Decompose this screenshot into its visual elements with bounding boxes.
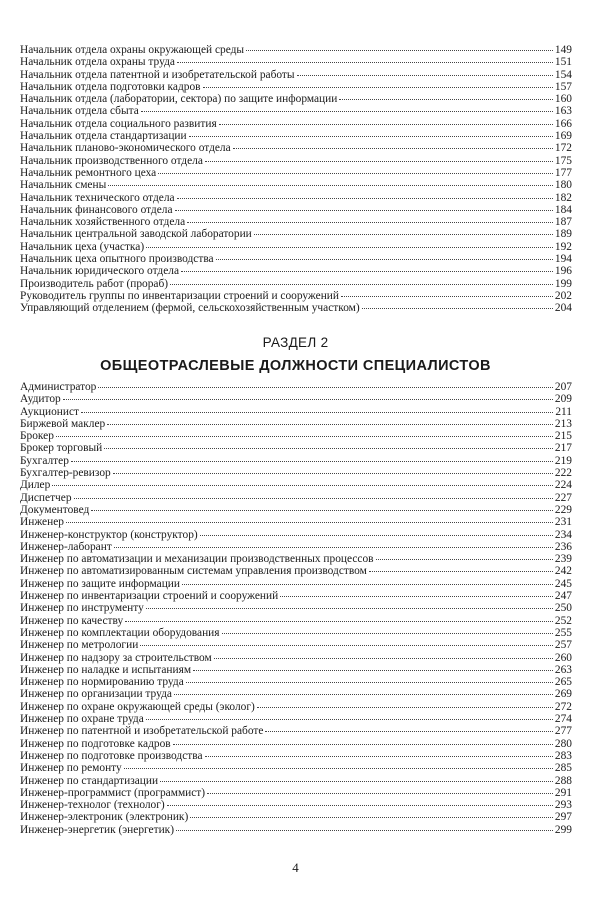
toc-entry [20, 676, 572, 688]
dot-leader [205, 756, 553, 757]
toc-entry [20, 69, 572, 81]
dot-leader [146, 608, 553, 609]
toc-entry-title: Инженер по автоматизированным системам управления производством [20, 565, 367, 578]
toc-entry-title: Инженер по подготовке кадров [20, 737, 171, 750]
toc-entry-page: 299 [554, 823, 572, 836]
toc-entry [20, 81, 572, 93]
toc-entry-title: Инженер по охране окружающей среды (эколог) [20, 700, 255, 713]
toc-entry-title: Аудитор [20, 393, 61, 406]
toc-entry [20, 811, 572, 823]
toc-entry-title: Начальник планово-экономического отдела [20, 142, 231, 155]
toc-entry [20, 787, 572, 799]
toc-entry [20, 602, 572, 614]
toc-entry-title: Инженер по метрологии [20, 639, 139, 652]
dot-leader [246, 50, 553, 51]
dot-leader [187, 222, 553, 223]
toc-entry-page: 293 [554, 799, 572, 812]
toc-entry-title: Начальник отдела патентной и изобретательской работы [20, 68, 295, 81]
toc-entry-page: 277 [554, 725, 572, 738]
toc-entry [20, 204, 572, 216]
toc-entry-page: 269 [554, 688, 572, 701]
toc-entry-title: Инженер по патентной и изобретательской работе [20, 725, 264, 738]
toc-entry [20, 381, 572, 393]
toc-entry-page: 265 [554, 676, 572, 689]
toc-entry [20, 701, 572, 713]
toc-entry-title: Начальник отдела стандартизации [20, 130, 187, 143]
toc-entry [20, 479, 572, 491]
dot-leader [369, 571, 553, 572]
toc-entry-title: Инженер-энергетик (энергетик) [20, 823, 175, 836]
toc-entry [20, 142, 572, 154]
toc-entry [20, 167, 572, 179]
dot-leader [177, 198, 553, 199]
dot-leader [174, 694, 553, 695]
toc-entry-page: 231 [554, 516, 572, 529]
dot-leader [214, 658, 553, 659]
dot-leader [158, 173, 553, 174]
toc-entry [20, 713, 572, 725]
toc-entry [20, 265, 572, 277]
toc-entry-title: Диспетчер [20, 491, 72, 504]
toc-entry-title: Бухгалтер [20, 454, 69, 467]
toc-entry-page: 283 [554, 749, 572, 762]
toc-entry-page: 257 [554, 639, 572, 652]
toc-entry-title: Брокер [20, 430, 54, 443]
toc-entry-page: 245 [554, 577, 572, 590]
dot-leader [186, 682, 553, 683]
dot-leader [177, 62, 553, 63]
toc-entry [20, 228, 572, 240]
toc-entry-page: 172 [554, 142, 572, 155]
dot-leader [341, 296, 553, 297]
toc-entry-title: Инженер по инструменту [20, 602, 144, 615]
toc-entry-title: Начальник отдела социального развития [20, 117, 217, 130]
toc-entry-title: Инженер по охране труда [20, 713, 144, 726]
toc-entry-page: 229 [554, 503, 572, 516]
toc-entry-title: Начальник хозяйственного отдела [20, 216, 186, 229]
toc-entry-title: Дилер [20, 479, 51, 492]
toc-entry-title: Инженер-лаборант [20, 540, 112, 553]
dot-leader [189, 136, 553, 137]
dot-leader [74, 498, 553, 499]
toc-entry-title: Инженер-электроник (электроник) [20, 811, 189, 824]
toc-entry-title: Начальник отдела подготовки кадров [20, 80, 201, 93]
toc-entry [20, 578, 572, 590]
dot-leader [170, 284, 553, 285]
toc-entry-page: 196 [554, 265, 572, 278]
toc-entry-title: Инженер по ремонту [20, 762, 122, 775]
toc-entry-title: Аукционист [20, 405, 79, 418]
toc-entry-page: 227 [554, 491, 572, 504]
toc-entry-page: 163 [554, 105, 572, 118]
dot-leader [167, 805, 553, 806]
toc-entry-page: 192 [554, 240, 572, 253]
dot-leader [193, 670, 553, 671]
toc-entry-page: 285 [554, 762, 572, 775]
dot-leader [114, 547, 553, 548]
toc-entry-page: 260 [554, 651, 572, 664]
toc-entry-page: 239 [554, 553, 572, 566]
toc-entry [20, 652, 572, 664]
dot-leader [257, 707, 553, 708]
dot-leader [141, 111, 553, 112]
toc-entry [20, 216, 572, 228]
toc-entry-page: 219 [554, 454, 572, 467]
dot-leader [104, 448, 553, 449]
dot-leader [376, 559, 553, 560]
toc-entry-title: Управляющий отделением (фермой, сельскохозяйственным участком) [20, 302, 360, 315]
toc-entry-title: Начальник технического отдела [20, 191, 175, 204]
toc-entry [20, 105, 572, 117]
toc-entry-title: Начальник отдела сбыта [20, 105, 139, 118]
toc-entry-page: 160 [554, 93, 572, 106]
toc-entry [20, 155, 572, 167]
toc-entry-title: Инженер по защите информации [20, 577, 180, 590]
toc-entry-title: Инженер-конструктор (конструктор) [20, 528, 198, 541]
toc-entry-page: 280 [554, 737, 572, 750]
dot-leader [182, 584, 553, 585]
toc-entry [20, 516, 572, 528]
toc-entry [20, 725, 572, 737]
toc-entry-title: Инженер по инвентаризации строений и сооружений [20, 590, 279, 603]
toc-entry-page: 247 [554, 590, 572, 603]
toc-entry-title: Начальник финансового отдела [20, 203, 173, 216]
dot-leader [176, 830, 553, 831]
toc-entry [20, 541, 572, 553]
dot-leader [98, 387, 553, 388]
toc-entry [20, 738, 572, 750]
toc-entry [20, 118, 572, 130]
toc-entry [20, 799, 572, 811]
toc-entry-page: 166 [554, 117, 572, 130]
toc-entry [20, 44, 572, 56]
dot-leader [108, 185, 553, 186]
toc-entry-page: 209 [554, 393, 572, 406]
toc-entry-page: 194 [554, 253, 572, 266]
dot-leader [280, 596, 553, 597]
toc-entry-page: 222 [554, 467, 572, 480]
toc-entry-title: Начальник ремонтного цеха [20, 166, 157, 179]
toc-entry-page: 187 [554, 216, 572, 229]
toc-entry [20, 442, 572, 454]
toc-entry-page: 217 [554, 442, 572, 455]
toc-entry-title: Инженер по нормированию труда [20, 676, 184, 689]
dot-leader [63, 399, 553, 400]
toc-entry-page: 180 [554, 179, 572, 192]
toc-entry-page: 204 [554, 302, 572, 315]
toc-entry-page: 189 [554, 228, 572, 241]
toc-entry [20, 492, 572, 504]
toc-entry-page: 157 [554, 80, 572, 93]
toc-entry-page: 215 [554, 430, 572, 443]
toc-entry [20, 688, 572, 700]
dot-leader [207, 793, 553, 794]
toc-entry-page: 207 [554, 381, 572, 393]
toc-entry [20, 290, 572, 302]
dot-leader [52, 485, 553, 486]
toc-entry-title: Инженер-технолог (технолог) [20, 799, 165, 812]
toc-entry [20, 393, 572, 405]
toc-entry-title: Инженер по автоматизации и механизации производственных процессов [20, 553, 374, 566]
dot-leader [125, 621, 553, 622]
toc-entry [20, 278, 572, 290]
toc-entry-page: 177 [554, 166, 572, 179]
toc-entry [20, 93, 572, 105]
toc-entry [20, 56, 572, 68]
toc-entry-page: 297 [554, 811, 572, 824]
toc-entry-page: 169 [554, 130, 572, 143]
toc-entry-title: Инженер по организации труда [20, 688, 172, 701]
toc-entry-page: 154 [554, 68, 572, 81]
dot-leader [339, 99, 553, 100]
dot-leader [160, 781, 553, 782]
dot-leader [216, 259, 553, 260]
toc-entry-title: Начальник отдела охраны окружающей среды [20, 44, 245, 56]
toc-entry-title: Начальник смены [20, 179, 107, 192]
dot-leader [222, 633, 553, 634]
toc-entry [20, 762, 572, 774]
dot-leader [107, 424, 553, 425]
toc-entry [20, 455, 572, 467]
toc-entry [20, 627, 572, 639]
dot-leader [146, 719, 553, 720]
toc-entry-title: Руководитель группы по инвентаризации строений и сооружений [20, 289, 339, 302]
toc-entry [20, 179, 572, 191]
toc-entry-title: Администратор [20, 381, 97, 393]
toc-entry-page: 252 [554, 614, 572, 627]
dot-leader [190, 817, 553, 818]
toc-entry-page: 182 [554, 191, 572, 204]
toc-entry-page: 242 [554, 565, 572, 578]
dot-leader [233, 148, 553, 149]
toc-entry-title: Инженер по надзору за строительством [20, 651, 212, 664]
dot-leader [205, 161, 553, 162]
toc-entry [20, 504, 572, 516]
dot-leader [140, 645, 553, 646]
toc-entry [20, 430, 572, 442]
toc-entry-page: 234 [554, 528, 572, 541]
toc-entry-title: Начальник юридического отдела [20, 265, 180, 278]
section-label: РАЗДЕЛ 2 [262, 335, 329, 350]
toc-entry-page: 151 [554, 56, 572, 69]
toc-entry [20, 241, 572, 253]
toc-entry [20, 553, 572, 565]
page-number: 4 [292, 860, 299, 875]
toc-entry [20, 615, 572, 627]
toc-list-bottom [20, 381, 572, 836]
toc-entry-title: Биржевой маклер [20, 417, 106, 430]
toc-entry [20, 750, 572, 762]
toc-entry-page: 291 [554, 786, 572, 799]
toc-entry [20, 775, 572, 787]
toc-list-top [20, 44, 572, 315]
toc-entry-title: Начальник производственного отдела [20, 154, 203, 167]
toc-entry-page: 263 [554, 663, 572, 676]
dot-leader [175, 210, 553, 211]
toc-entry-page: 213 [554, 417, 572, 430]
dot-leader [265, 731, 552, 732]
toc-entry-page: 236 [554, 540, 572, 553]
dot-leader [124, 768, 553, 769]
toc-entry-page: 175 [554, 154, 572, 167]
toc-entry [20, 406, 572, 418]
dot-leader [173, 744, 553, 745]
dot-leader [297, 75, 553, 76]
toc-entry [20, 639, 572, 651]
toc-entry-page: 274 [554, 713, 572, 726]
dot-leader [254, 234, 553, 235]
toc-entry-title: Документовед [20, 503, 90, 516]
dot-leader [219, 124, 553, 125]
dot-leader [181, 271, 553, 272]
toc-entry-title: Начальник отдела (лаборатории, сектора) по защите информации [20, 93, 338, 106]
toc-entry-title: Бухгалтер-ревизор [20, 467, 111, 480]
toc-entry-page: 250 [554, 602, 572, 615]
dot-leader [203, 87, 553, 88]
toc-entry-page: 272 [554, 700, 572, 713]
dot-leader [146, 247, 553, 248]
toc-entry [20, 590, 572, 602]
toc-entry-title: Инженер-программист (программист) [20, 786, 206, 799]
dot-leader [200, 535, 553, 536]
toc-entry-title: Начальник цеха опытного производства [20, 253, 214, 266]
dot-leader [81, 412, 553, 413]
toc-entry [20, 467, 572, 479]
dot-leader [66, 522, 553, 523]
dot-leader [91, 510, 553, 511]
toc-entry [20, 130, 572, 142]
toc-entry [20, 565, 572, 577]
section-title: ОБЩЕОТРАСЛЕВЫЕ ДОЛЖНОСТИ СПЕЦИАЛИСТОВ [100, 358, 491, 374]
dot-leader [362, 308, 553, 309]
toc-entry-title: Инженер [20, 516, 64, 529]
toc-entry [20, 529, 572, 541]
toc-entry-title: Инженер по наладке и испытаниям [20, 663, 192, 676]
dot-leader [71, 461, 553, 462]
toc-entry-page: 184 [554, 203, 572, 216]
toc-entry [20, 418, 572, 430]
toc-entry-page: 224 [554, 479, 572, 492]
toc-entry [20, 253, 572, 265]
toc-entry-page: 255 [554, 626, 572, 639]
toc-entry-title: Инженер по стандартизации [20, 774, 159, 787]
toc-entry [20, 192, 572, 204]
toc-entry-title: Брокер торговый [20, 442, 103, 455]
toc-entry-page: 199 [554, 277, 572, 290]
toc-entry-page: 149 [554, 44, 572, 56]
toc-entry-title: Начальник центральной заводской лаборатории [20, 228, 252, 241]
toc-entry-page: 202 [554, 289, 572, 302]
toc-entry-title: Начальник цеха (участка) [20, 240, 145, 253]
dot-leader [113, 473, 553, 474]
toc-entry [20, 664, 572, 676]
toc-entry-title: Начальник отдела охраны труда [20, 56, 175, 69]
toc-entry-title: Инженер по подготовке производства [20, 749, 203, 762]
toc-entry [20, 824, 572, 836]
toc-entry-page: 288 [554, 774, 572, 787]
toc-entry-title: Производитель работ (прораб) [20, 277, 169, 290]
toc-entry-page: 211 [555, 405, 572, 418]
dot-leader [56, 436, 553, 437]
toc-entry-title: Инженер по качеству [20, 614, 124, 627]
toc-entry-title: Инженер по комплектации оборудования [20, 626, 220, 639]
toc-entry [20, 302, 572, 314]
